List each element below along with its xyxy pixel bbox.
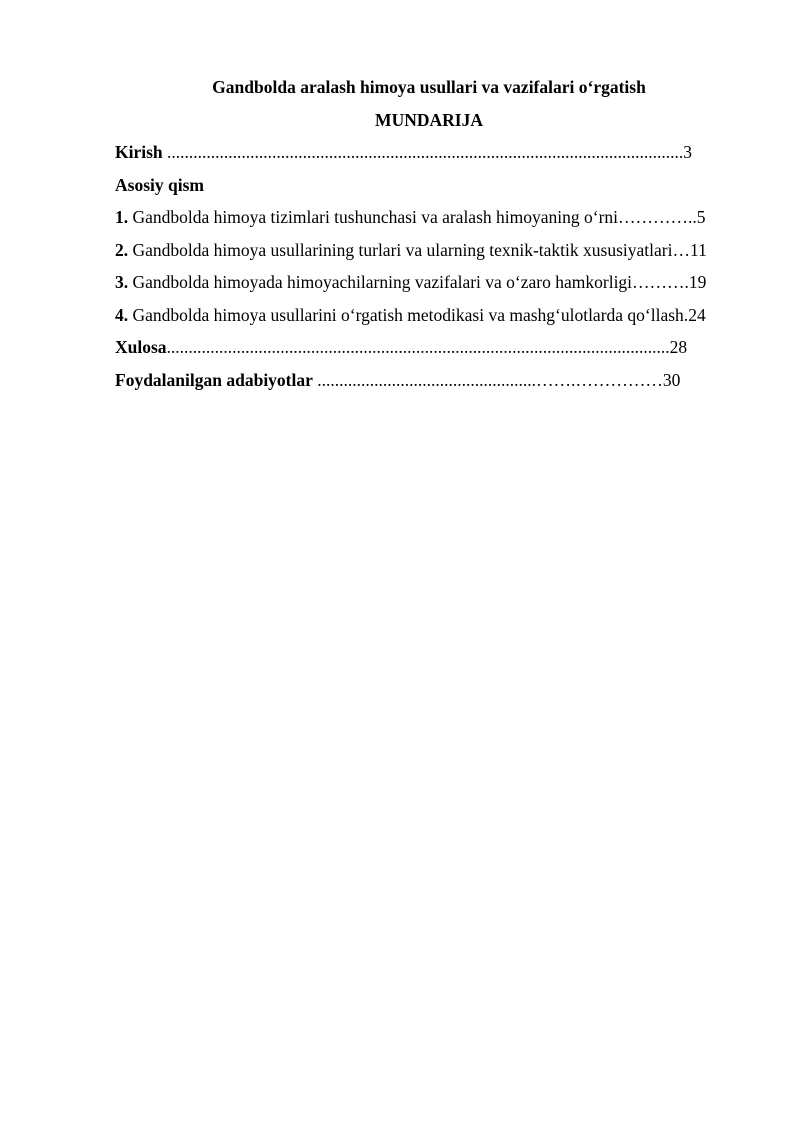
toc-entry-number: 1.: [115, 207, 129, 227]
toc-entry-number: 3.: [115, 272, 129, 292]
toc-entry-page: 19: [688, 272, 707, 292]
toc-entry-adabiyotlar[interactable]: [115, 369, 743, 402]
toc-entry-label: Gandbolda himoya tizimlari tushunchasi va aralash himoyaning o‘rni: [128, 207, 619, 227]
toc-entry-page: 5: [696, 207, 706, 227]
toc-entry-1[interactable]: [115, 206, 743, 239]
toc-entry-leader: …………..: [618, 207, 697, 227]
toc-section-label: Asosiy qism: [115, 174, 204, 195]
toc-entry-leader: ……….: [632, 272, 689, 292]
toc-section-asosiy-qism: [115, 174, 743, 207]
toc-entry-page: 11: [689, 239, 707, 260]
toc-entry-page: 30: [662, 369, 681, 390]
toc-entry-label: Gandbolda himoya usullarini o‘rgatish metodikasi va mashg‘ulotlarda qo‘llash.: [128, 304, 689, 325]
table-of-contents: [115, 141, 743, 401]
toc-entry-label: Gandbolda himoya usullarining turlari va ularning texnik-taktik xususiyatlari: [128, 239, 673, 260]
toc-entry-2[interactable]: [115, 239, 743, 272]
toc-entry-leader: …: [672, 239, 690, 260]
toc-entry-page: 24: [688, 304, 706, 325]
toc-entry-leader: ...................................................................................................................: [166, 337, 670, 357]
toc-entry-4[interactable]: [115, 304, 743, 337]
toc-entry-leader: ......................................................................................................................: [162, 142, 684, 162]
toc-entry-number: 4.: [115, 304, 129, 325]
toc-entry-kirish[interactable]: [115, 141, 743, 174]
toc-heading: MUNDARIJA: [375, 110, 483, 130]
toc-entry-page: 3: [683, 142, 693, 162]
toc-entry-leader: ..................................................…….……………: [312, 369, 663, 390]
toc-entry-label: Foydalanilgan adabiyotlar: [115, 369, 313, 390]
toc-entry-number: 2.: [115, 239, 129, 260]
toc-entry-page: 28: [669, 337, 688, 357]
toc-entry-label: Gandbolda himoyada himoyachilarning vazifalari va o‘zaro hamkorligi: [128, 272, 633, 292]
toc-entry-label: Kirish: [115, 142, 163, 162]
toc-entry-xulosa[interactable]: [115, 336, 743, 369]
toc-entry-label: Xulosa: [115, 337, 167, 357]
toc-entry-3[interactable]: [115, 271, 743, 304]
document-title: Gandbolda aralash himoya usullari va vazifalari o‘rgatish: [212, 77, 646, 97]
